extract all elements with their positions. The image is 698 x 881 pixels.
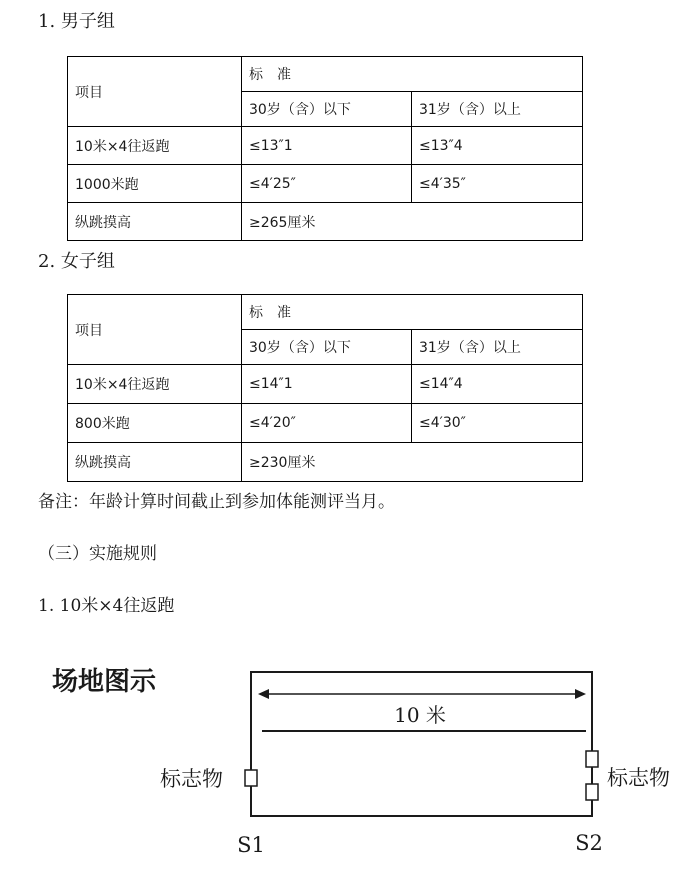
- age-under-30-header: 30岁（含）以下: [242, 330, 412, 365]
- value-cell: ≤14″1: [242, 365, 412, 404]
- value-cell: ≤14″4: [412, 365, 583, 404]
- item-cell: 10米×4往返跑: [68, 365, 242, 404]
- marker-left: [245, 770, 257, 786]
- rule-1-title: 1. 10米×4往返跑: [38, 596, 175, 616]
- value-cell: ≥230厘米: [242, 443, 583, 482]
- value-cell: ≤4′25″: [242, 165, 412, 203]
- distance-label: 10 米: [394, 703, 446, 727]
- table-row: [68, 165, 583, 203]
- table-row: [68, 404, 583, 443]
- male-standards-table: [67, 56, 583, 241]
- rules-heading: （三）实施规则: [38, 544, 157, 564]
- item-header: 项目: [68, 57, 242, 127]
- arrow-head-right: [575, 689, 586, 699]
- marker-right-bottom: [586, 784, 598, 800]
- item-cell: 纵跳摸高: [68, 443, 242, 482]
- marker-right-label: 标志物: [607, 766, 670, 790]
- diagram-title: 场地图示: [52, 667, 157, 697]
- female-standards-table: [67, 294, 583, 482]
- marker-right-top: [586, 751, 598, 767]
- note: 备注：年龄计算时间截止到参加体能测评当月。: [38, 492, 395, 512]
- item-cell: 纵跳摸高: [68, 203, 242, 241]
- arrow-head-left: [258, 689, 269, 699]
- age-under-30-header: 30岁（含）以下: [242, 92, 412, 127]
- end-label: S2: [575, 831, 603, 855]
- value-cell: ≤13″1: [242, 127, 412, 165]
- item-header: 项目: [68, 295, 242, 365]
- age-over-31-header: 31岁（含）以上: [412, 330, 583, 365]
- table-row: [68, 203, 583, 241]
- value-cell: ≥265厘米: [242, 203, 583, 241]
- table-row: [68, 365, 583, 404]
- female-section-title: 2. 女子组: [38, 251, 115, 272]
- value-cell: ≤4′30″: [412, 404, 583, 443]
- start-label: S1: [237, 833, 265, 857]
- age-over-31-header: 31岁（含）以上: [412, 92, 583, 127]
- male-section-title: 1. 男子组: [38, 11, 115, 32]
- value-cell: ≤4′35″: [412, 165, 583, 203]
- item-cell: 800米跑: [68, 404, 242, 443]
- table-row: [68, 443, 583, 482]
- item-cell: 10米×4往返跑: [68, 127, 242, 165]
- table-row: [68, 127, 583, 165]
- marker-left-label: 标志物: [160, 767, 223, 791]
- value-cell: ≤4′20″: [242, 404, 412, 443]
- standard-header: 标 准: [242, 57, 583, 92]
- field-diagram: [0, 650, 698, 881]
- item-cell: 1000米跑: [68, 165, 242, 203]
- value-cell: ≤13″4: [412, 127, 583, 165]
- standard-header: 标 准: [242, 295, 583, 330]
